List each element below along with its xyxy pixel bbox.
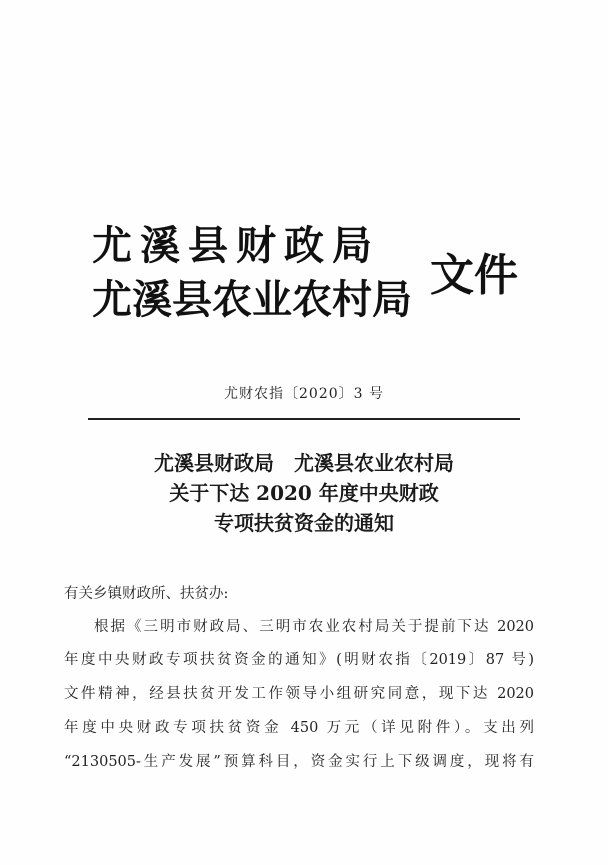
body-line: 文件精神，经县扶贫开发工作领导小组研究同意，现下达 2020 bbox=[64, 686, 534, 702]
title-line-3: 专项扶贫资金的通知 bbox=[214, 511, 394, 535]
body-line: 根据《三明市财政局、三明市农业农村局关于提前下达 2020 bbox=[94, 619, 534, 635]
document-type-label: 文件 bbox=[430, 250, 518, 301]
issuing-agency-finance: 尤溪县财政局 bbox=[92, 222, 380, 269]
header-divider bbox=[88, 418, 520, 420]
body-line: 年度中央财政专项扶贫资金的通知》(明财农指〔2019〕87 号) bbox=[64, 652, 534, 668]
document-header bbox=[92, 222, 532, 332]
title-line-2: 关于下达 2020 年度中央财政 bbox=[169, 481, 439, 505]
body-line: “2130505-生产发展”预算科目，资金实行上下级调度，现将有 bbox=[64, 754, 534, 770]
body-line: 年度中央财政专项扶贫资金 450 万元（详见附件）。支出列 bbox=[64, 720, 534, 736]
notice-title bbox=[0, 448, 608, 538]
document-number: 尤财农指〔2020〕3 号 bbox=[224, 386, 384, 402]
issuing-agency-agriculture: 尤溪县农业农村局 bbox=[92, 276, 412, 323]
title-line-1: 尤溪县财政局 尤溪县农业农村局 bbox=[154, 451, 454, 475]
addressee: 有关乡镇财政所、扶贫办: bbox=[64, 586, 229, 602]
